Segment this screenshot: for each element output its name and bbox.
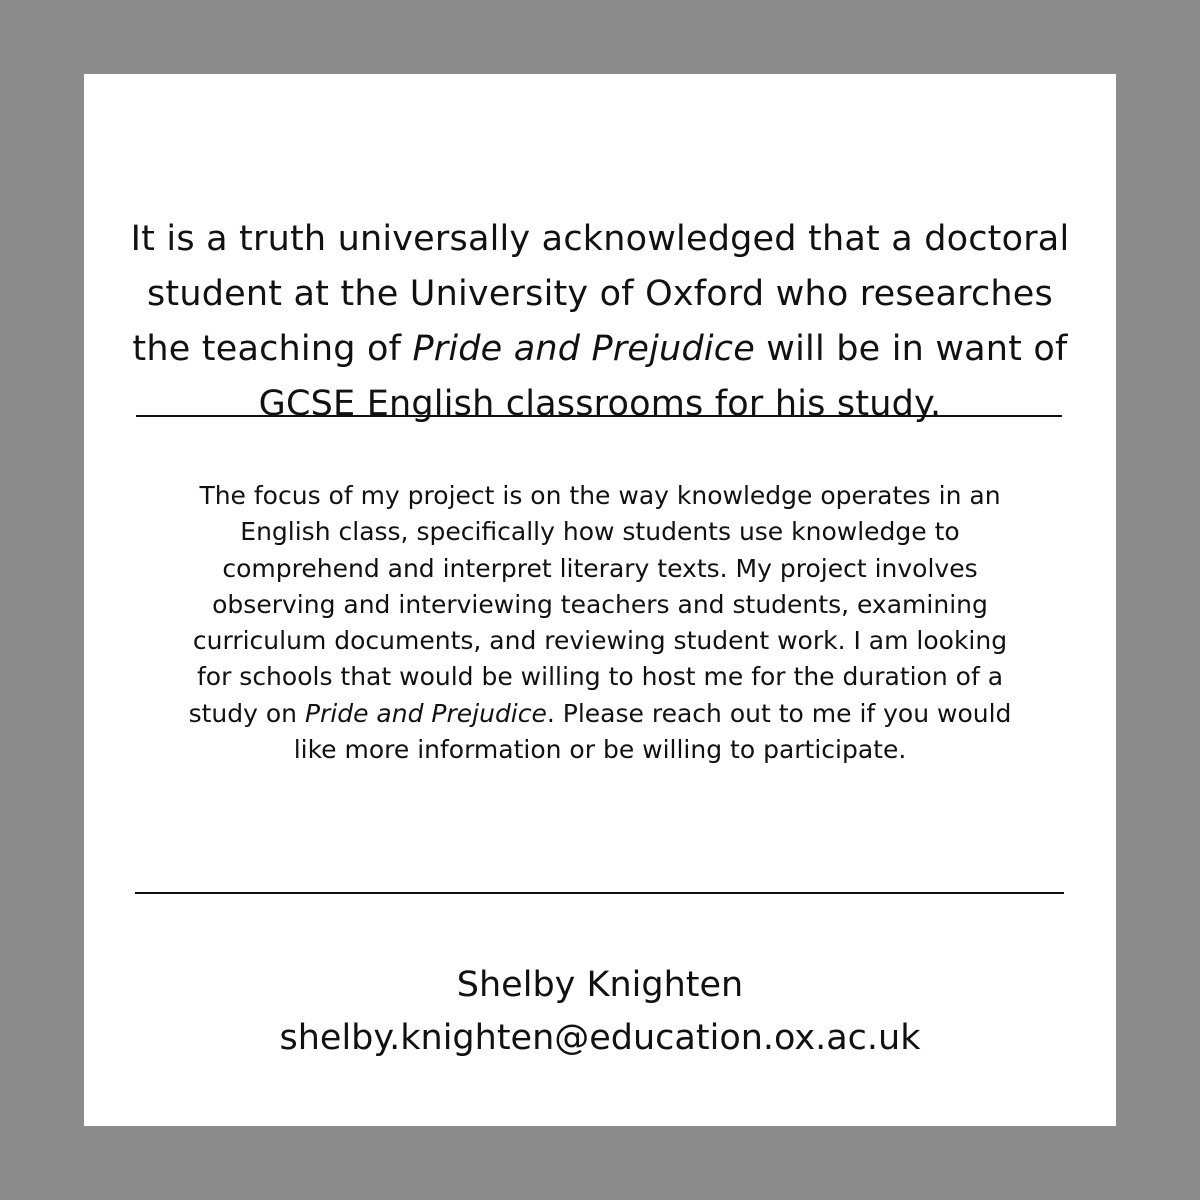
description-line-end: . Please reach out to me if you would xyxy=(546,698,1012,728)
intro-line-end: will be in want of xyxy=(754,329,1068,369)
description-line: English class, specifically how students use knowledge to xyxy=(240,517,960,547)
description-line: The focus of my project is on the way knowledge operates in an xyxy=(199,481,1001,510)
intro-line xyxy=(84,322,1116,377)
intro-paragraph xyxy=(84,212,1116,432)
contact-name: Shelby Knighten xyxy=(456,965,744,1005)
intro-line: GCSE English classrooms for his study. xyxy=(258,384,942,424)
intro-line: student at the University of Oxford who researches xyxy=(147,274,1053,314)
project-description xyxy=(84,478,1116,768)
description-line xyxy=(84,696,1116,732)
description-line: like more information or be willing to participate. xyxy=(293,735,907,765)
intro-line: It is a truth universally acknowledged that a doctoral xyxy=(130,219,1070,259)
divider-bottom xyxy=(135,892,1064,894)
divider-top xyxy=(136,415,1062,417)
intro-line-start: the teaching of xyxy=(132,329,413,369)
book-title: Pride and Prejudice xyxy=(304,698,547,728)
book-title: Pride and Prejudice xyxy=(412,329,755,369)
description-line: for schools that would be willing to host me for the duration of a xyxy=(196,662,1004,692)
description-line-start: study on xyxy=(188,698,305,728)
description-line: comprehend and interpret literary texts. My project involves xyxy=(222,553,978,583)
description-line: curriculum documents, and reviewing student work. I am looking xyxy=(192,626,1008,656)
contact-email: shelby.knighten@education.ox.ac.uk xyxy=(279,1018,921,1058)
description-line: observing and interviewing teachers and students, examining xyxy=(212,589,988,619)
flyer-card xyxy=(84,74,1116,1126)
contact-block xyxy=(84,959,1116,1065)
